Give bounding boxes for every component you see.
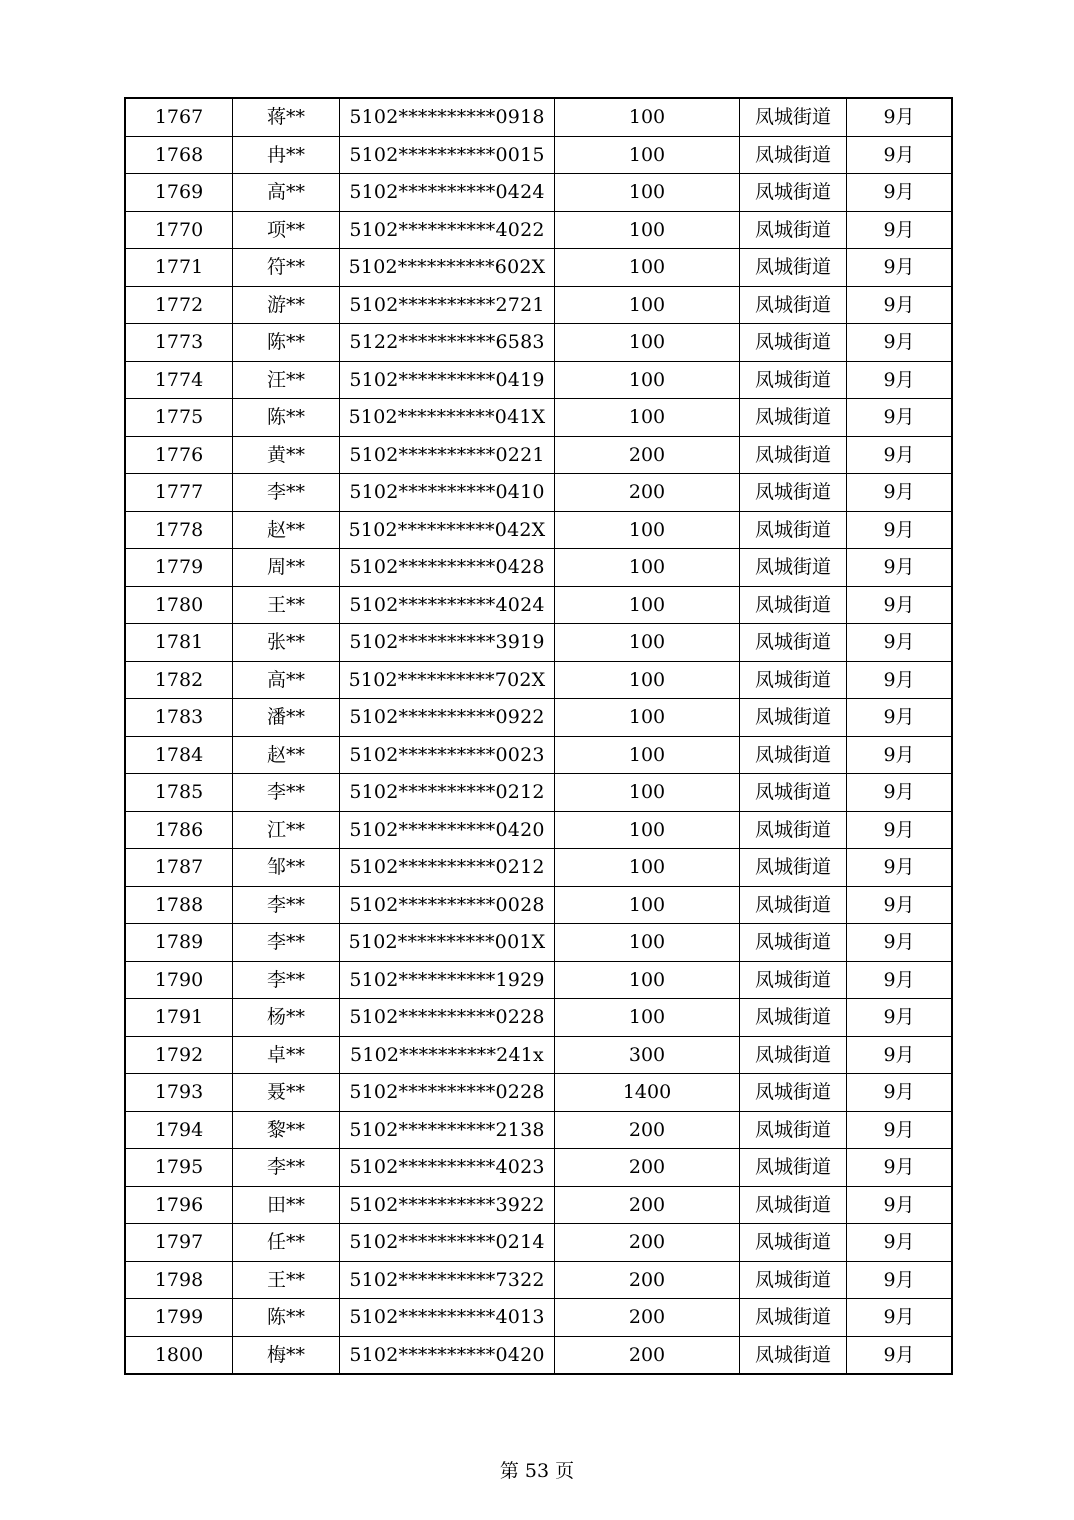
- row-number-cell: 1770: [125, 211, 233, 249]
- row-number-cell: 1768: [125, 136, 233, 174]
- row-number-cell: 1784: [125, 736, 233, 774]
- page-number: 第 53 页: [499, 1460, 575, 1482]
- masked-id-number-cell: 5102**********702X: [340, 661, 555, 699]
- masked-id-number-cell: 5102**********0419: [340, 361, 555, 399]
- masked-id-number-cell: 5102**********241x: [340, 1036, 555, 1074]
- street-name-cell: 凤城街道: [740, 1149, 847, 1187]
- street-name-cell: 凤城街道: [740, 1036, 847, 1074]
- street-name-cell: 凤城街道: [740, 924, 847, 962]
- masked-name-cell: 江**: [233, 811, 340, 849]
- amount-cell: 100: [555, 961, 740, 999]
- amount-cell: 200: [555, 1111, 740, 1149]
- month-cell: 9月: [847, 811, 953, 849]
- masked-id-number-cell: 5102**********0023: [340, 736, 555, 774]
- masked-name-cell: 高**: [233, 174, 340, 212]
- row-number-cell: 1779: [125, 549, 233, 587]
- amount-cell: 100: [555, 811, 740, 849]
- street-name-cell: 凤城街道: [740, 98, 847, 136]
- amount-cell: 100: [555, 361, 740, 399]
- month-cell: 9月: [847, 624, 953, 662]
- masked-name-cell: 陈**: [233, 399, 340, 437]
- amount-cell: 100: [555, 924, 740, 962]
- row-number-cell: 1781: [125, 624, 233, 662]
- amount-cell: 300: [555, 1036, 740, 1074]
- amount-cell: 100: [555, 699, 740, 737]
- amount-cell: 100: [555, 624, 740, 662]
- masked-id-number-cell: 5102**********2138: [340, 1111, 555, 1149]
- masked-name-cell: 邹**: [233, 849, 340, 887]
- row-number-cell: 1782: [125, 661, 233, 699]
- table-row: [125, 324, 952, 362]
- month-cell: 9月: [847, 211, 953, 249]
- amount-cell: 100: [555, 661, 740, 699]
- table-row: [125, 1036, 952, 1074]
- masked-name-cell: 周**: [233, 549, 340, 587]
- month-cell: 9月: [847, 286, 953, 324]
- masked-id-number-cell: 5102**********4024: [340, 586, 555, 624]
- month-cell: 9月: [847, 324, 953, 362]
- table-row: [125, 811, 952, 849]
- masked-id-number-cell: 5122**********6583: [340, 324, 555, 362]
- month-cell: 9月: [847, 849, 953, 887]
- street-name-cell: 凤城街道: [740, 961, 847, 999]
- masked-id-number-cell: 5102**********0212: [340, 849, 555, 887]
- street-name-cell: 凤城街道: [740, 324, 847, 362]
- masked-id-number-cell: 5102**********0918: [340, 98, 555, 136]
- amount-cell: 100: [555, 249, 740, 287]
- amount-cell: 100: [555, 774, 740, 812]
- month-cell: 9月: [847, 1261, 953, 1299]
- amount-cell: 200: [555, 1261, 740, 1299]
- street-name-cell: 凤城街道: [740, 436, 847, 474]
- month-cell: 9月: [847, 98, 953, 136]
- street-name-cell: 凤城街道: [740, 1111, 847, 1149]
- row-number-cell: 1797: [125, 1224, 233, 1262]
- table-row: [125, 98, 952, 136]
- masked-id-number-cell: 5102**********001X: [340, 924, 555, 962]
- amount-cell: 100: [555, 999, 740, 1037]
- row-number-cell: 1794: [125, 1111, 233, 1149]
- month-cell: 9月: [847, 1149, 953, 1187]
- row-number-cell: 1783: [125, 699, 233, 737]
- masked-name-cell: 陈**: [233, 1299, 340, 1337]
- masked-id-number-cell: 5102**********0420: [340, 1336, 555, 1374]
- roster-table: [124, 97, 953, 1375]
- masked-id-number-cell: 5102**********4022: [340, 211, 555, 249]
- street-name-cell: 凤城街道: [740, 286, 847, 324]
- masked-name-cell: 任**: [233, 1224, 340, 1262]
- table-row: [125, 886, 952, 924]
- month-cell: 9月: [847, 699, 953, 737]
- masked-name-cell: 游**: [233, 286, 340, 324]
- street-name-cell: 凤城街道: [740, 661, 847, 699]
- amount-cell: 100: [555, 586, 740, 624]
- street-name-cell: 凤城街道: [740, 549, 847, 587]
- row-number-cell: 1773: [125, 324, 233, 362]
- masked-id-number-cell: 5102**********0228: [340, 999, 555, 1037]
- masked-name-cell: 田**: [233, 1186, 340, 1224]
- street-name-cell: 凤城街道: [740, 849, 847, 887]
- table-row: [125, 211, 952, 249]
- amount-cell: 100: [555, 549, 740, 587]
- masked-name-cell: 李**: [233, 924, 340, 962]
- masked-name-cell: 黎**: [233, 1111, 340, 1149]
- table-row: [125, 1111, 952, 1149]
- masked-id-number-cell: 5102**********0214: [340, 1224, 555, 1262]
- masked-name-cell: 赵**: [233, 511, 340, 549]
- table-row: [125, 286, 952, 324]
- table-row: [125, 361, 952, 399]
- month-cell: 9月: [847, 1111, 953, 1149]
- masked-name-cell: 李**: [233, 474, 340, 512]
- month-cell: 9月: [847, 1074, 953, 1112]
- masked-name-cell: 李**: [233, 774, 340, 812]
- month-cell: 9月: [847, 886, 953, 924]
- row-number-cell: 1786: [125, 811, 233, 849]
- masked-id-number-cell: 5102**********7322: [340, 1261, 555, 1299]
- street-name-cell: 凤城街道: [740, 1299, 847, 1337]
- table-row: [125, 474, 952, 512]
- row-number-cell: 1785: [125, 774, 233, 812]
- table-row: [125, 249, 952, 287]
- masked-name-cell: 冉**: [233, 136, 340, 174]
- street-name-cell: 凤城街道: [740, 999, 847, 1037]
- amount-cell: 100: [555, 736, 740, 774]
- row-number-cell: 1799: [125, 1299, 233, 1337]
- street-name-cell: 凤城街道: [740, 399, 847, 437]
- masked-id-number-cell: 5102**********0424: [340, 174, 555, 212]
- masked-name-cell: 陈**: [233, 324, 340, 362]
- month-cell: 9月: [847, 174, 953, 212]
- month-cell: 9月: [847, 436, 953, 474]
- masked-id-number-cell: 5102**********1929: [340, 961, 555, 999]
- row-number-cell: 1767: [125, 98, 233, 136]
- row-number-cell: 1788: [125, 886, 233, 924]
- month-cell: 9月: [847, 136, 953, 174]
- row-number-cell: 1790: [125, 961, 233, 999]
- row-number-cell: 1796: [125, 1186, 233, 1224]
- street-name-cell: 凤城街道: [740, 174, 847, 212]
- masked-id-number-cell: 5102**********042X: [340, 511, 555, 549]
- masked-name-cell: 梅**: [233, 1336, 340, 1374]
- masked-id-number-cell: 5102**********0922: [340, 699, 555, 737]
- street-name-cell: 凤城街道: [740, 586, 847, 624]
- masked-name-cell: 聂**: [233, 1074, 340, 1112]
- month-cell: 9月: [847, 586, 953, 624]
- table-row: [125, 1336, 952, 1374]
- table-row: [125, 549, 952, 587]
- month-cell: 9月: [847, 511, 953, 549]
- amount-cell: 200: [555, 1224, 740, 1262]
- street-name-cell: 凤城街道: [740, 136, 847, 174]
- month-cell: 9月: [847, 774, 953, 812]
- masked-name-cell: 蒋**: [233, 98, 340, 136]
- street-name-cell: 凤城街道: [740, 1224, 847, 1262]
- table-row: [125, 999, 952, 1037]
- street-name-cell: 凤城街道: [740, 249, 847, 287]
- amount-cell: 100: [555, 136, 740, 174]
- row-number-cell: 1793: [125, 1074, 233, 1112]
- month-cell: 9月: [847, 1299, 953, 1337]
- table-row: [125, 699, 952, 737]
- table-row: [125, 511, 952, 549]
- masked-name-cell: 李**: [233, 1149, 340, 1187]
- row-number-cell: 1792: [125, 1036, 233, 1074]
- masked-name-cell: 张**: [233, 624, 340, 662]
- table-row: [125, 174, 952, 212]
- masked-name-cell: 李**: [233, 886, 340, 924]
- row-number-cell: 1769: [125, 174, 233, 212]
- table-row: [125, 1261, 952, 1299]
- row-number-cell: 1800: [125, 1336, 233, 1374]
- month-cell: 9月: [847, 399, 953, 437]
- table-row: [125, 1224, 952, 1262]
- month-cell: 9月: [847, 1036, 953, 1074]
- row-number-cell: 1780: [125, 586, 233, 624]
- amount-cell: 1400: [555, 1074, 740, 1112]
- amount-cell: 200: [555, 1149, 740, 1187]
- amount-cell: 100: [555, 849, 740, 887]
- masked-name-cell: 黄**: [233, 436, 340, 474]
- table-row: [125, 661, 952, 699]
- amount-cell: 100: [555, 211, 740, 249]
- month-cell: 9月: [847, 1336, 953, 1374]
- table-row: [125, 1299, 952, 1337]
- amount-cell: 200: [555, 436, 740, 474]
- month-cell: 9月: [847, 999, 953, 1037]
- table-row: [125, 774, 952, 812]
- amount-cell: 200: [555, 1336, 740, 1374]
- masked-id-number-cell: 5102**********3919: [340, 624, 555, 662]
- masked-id-number-cell: 5102**********0410: [340, 474, 555, 512]
- row-number-cell: 1777: [125, 474, 233, 512]
- table-row: [125, 1074, 952, 1112]
- street-name-cell: 凤城街道: [740, 211, 847, 249]
- table-row: [125, 1186, 952, 1224]
- amount-cell: 100: [555, 886, 740, 924]
- month-cell: 9月: [847, 736, 953, 774]
- table-row: [125, 399, 952, 437]
- table-row: [125, 924, 952, 962]
- masked-name-cell: 李**: [233, 961, 340, 999]
- amount-cell: 100: [555, 98, 740, 136]
- masked-id-number-cell: 5102**********0212: [340, 774, 555, 812]
- table-row: [125, 849, 952, 887]
- amount-cell: 200: [555, 1299, 740, 1337]
- street-name-cell: 凤城街道: [740, 511, 847, 549]
- row-number-cell: 1789: [125, 924, 233, 962]
- month-cell: 9月: [847, 1186, 953, 1224]
- row-number-cell: 1791: [125, 999, 233, 1037]
- table-row: [125, 961, 952, 999]
- street-name-cell: 凤城街道: [740, 699, 847, 737]
- street-name-cell: 凤城街道: [740, 1186, 847, 1224]
- street-name-cell: 凤城街道: [740, 361, 847, 399]
- masked-name-cell: 潘**: [233, 699, 340, 737]
- masked-name-cell: 汪**: [233, 361, 340, 399]
- street-name-cell: 凤城街道: [740, 736, 847, 774]
- amount-cell: 100: [555, 399, 740, 437]
- table-row: [125, 586, 952, 624]
- roster-table-body: [125, 98, 952, 1374]
- amount-cell: 200: [555, 1186, 740, 1224]
- month-cell: 9月: [847, 961, 953, 999]
- month-cell: 9月: [847, 549, 953, 587]
- masked-name-cell: 赵**: [233, 736, 340, 774]
- masked-id-number-cell: 5102**********0428: [340, 549, 555, 587]
- amount-cell: 100: [555, 286, 740, 324]
- street-name-cell: 凤城街道: [740, 774, 847, 812]
- masked-id-number-cell: 5102**********2721: [340, 286, 555, 324]
- street-name-cell: 凤城街道: [740, 624, 847, 662]
- masked-id-number-cell: 5102**********041X: [340, 399, 555, 437]
- table-row: [125, 736, 952, 774]
- street-name-cell: 凤城街道: [740, 811, 847, 849]
- table-row: [125, 436, 952, 474]
- table-row: [125, 136, 952, 174]
- street-name-cell: 凤城街道: [740, 1261, 847, 1299]
- amount-cell: 100: [555, 174, 740, 212]
- month-cell: 9月: [847, 474, 953, 512]
- row-number-cell: 1772: [125, 286, 233, 324]
- table-row: [125, 624, 952, 662]
- masked-name-cell: 卓**: [233, 1036, 340, 1074]
- masked-name-cell: 高**: [233, 661, 340, 699]
- month-cell: 9月: [847, 924, 953, 962]
- masked-name-cell: 项**: [233, 211, 340, 249]
- row-number-cell: 1795: [125, 1149, 233, 1187]
- row-number-cell: 1778: [125, 511, 233, 549]
- street-name-cell: 凤城街道: [740, 474, 847, 512]
- month-cell: 9月: [847, 361, 953, 399]
- row-number-cell: 1771: [125, 249, 233, 287]
- month-cell: 9月: [847, 249, 953, 287]
- masked-id-number-cell: 5102**********602X: [340, 249, 555, 287]
- masked-id-number-cell: 5102**********3922: [340, 1186, 555, 1224]
- masked-id-number-cell: 5102**********4023: [340, 1149, 555, 1187]
- masked-id-number-cell: 5102**********0420: [340, 811, 555, 849]
- masked-id-number-cell: 5102**********0015: [340, 136, 555, 174]
- amount-cell: 100: [555, 511, 740, 549]
- row-number-cell: 1776: [125, 436, 233, 474]
- masked-name-cell: 符**: [233, 249, 340, 287]
- row-number-cell: 1774: [125, 361, 233, 399]
- masked-id-number-cell: 5102**********0028: [340, 886, 555, 924]
- amount-cell: 200: [555, 474, 740, 512]
- masked-id-number-cell: 5102**********0228: [340, 1074, 555, 1112]
- street-name-cell: 凤城街道: [740, 1074, 847, 1112]
- street-name-cell: 凤城街道: [740, 1336, 847, 1374]
- amount-cell: 100: [555, 324, 740, 362]
- masked-id-number-cell: 5102**********4013: [340, 1299, 555, 1337]
- month-cell: 9月: [847, 661, 953, 699]
- table-row: [125, 1149, 952, 1187]
- masked-name-cell: 王**: [233, 586, 340, 624]
- masked-id-number-cell: 5102**********0221: [340, 436, 555, 474]
- month-cell: 9月: [847, 1224, 953, 1262]
- row-number-cell: 1798: [125, 1261, 233, 1299]
- row-number-cell: 1787: [125, 849, 233, 887]
- masked-name-cell: 王**: [233, 1261, 340, 1299]
- row-number-cell: 1775: [125, 399, 233, 437]
- masked-name-cell: 杨**: [233, 999, 340, 1037]
- street-name-cell: 凤城街道: [740, 886, 847, 924]
